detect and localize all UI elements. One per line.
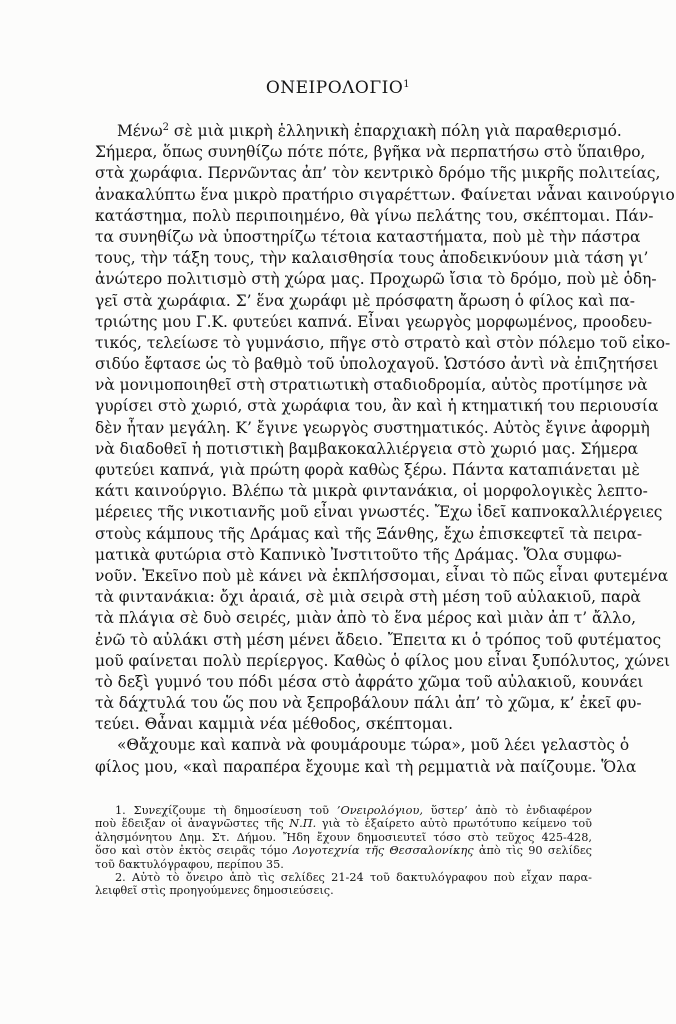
footnote-line xyxy=(95,804,592,817)
text-line xyxy=(95,502,663,523)
text-run: ’Ονειρολόγιου, xyxy=(336,804,423,817)
text-run: τὰ πλάγια σὲ δυὸ σειρές, μιὰν ἀπὸ τὸ ἕνα μέρος καὶ μιὰν ἀπ τ’ ἄλλο, xyxy=(95,609,637,628)
text-line xyxy=(95,460,640,481)
text-run: Λογοτεχνία τῆς Θεσσαλονίκης xyxy=(292,844,474,858)
text-line xyxy=(95,672,644,693)
text-line xyxy=(95,206,654,227)
text-run: ἀνώτερο πολιτισμὸ στὴ χώρα μας. Προχωρῶ ἴσια τὸ δρόμο, ποὺ μὲ ὁδη- xyxy=(95,270,657,289)
text-line xyxy=(95,121,622,142)
text-run: σὲ μιὰ μικρὴ ἑλληνικὴ ἐπαρχιακὴ πόλη γιὰ παραθερισμό. xyxy=(169,122,622,140)
text-line xyxy=(95,566,669,587)
text-line xyxy=(95,269,657,290)
text-run: Μένω xyxy=(117,122,163,140)
text-line xyxy=(95,185,675,206)
text-run: ματικὰ φυτώρια στὸ Καπνικὸ Ἰνστιτοῦτο τῆς Δράμας. Ὅλα συμφω- xyxy=(95,545,622,564)
text-run: τεύει. Θἆναι καμμιὰ νέα μέθοδος, σκέπτομαι. xyxy=(95,715,454,734)
text-run: φυτεύει καπνά, γιὰ πρώτη φορὰ καθὼς ξέρω. Πάντα καταπιάνεται μὲ xyxy=(95,461,640,479)
page-title xyxy=(0,78,676,98)
footnote-line xyxy=(95,871,592,884)
text-run: τικός, τελείωσε τὸ γυμνάσιο, πῆγε στὸ στρατὸ καὶ στὸν πόλεμο τοῦ εἰκο- xyxy=(95,333,671,352)
text-run: σιδύο ἔφτασε ὡς τὸ βαθμὸ τοῦ ὑπολοχαγοῦ. Ὡστόσο ἀντὶ νὰ ἐπιζητήσει xyxy=(95,355,659,374)
text-run: νὰ μονιμοποιηθεῖ στὴ στρατιωτικὴ σταδιοδρομία, αὐτὸς προτίμησε νὰ xyxy=(95,376,648,395)
footnote-line xyxy=(95,831,592,844)
footnote-line xyxy=(95,858,592,871)
text-run: νοῦν. Ἐκεῖνο ποὺ μὲ κάνει νὰ ἐκπλήσσομαι, εἶναι τὸ πῶς εἶναι φυτεμένα xyxy=(95,566,669,585)
footnote-ref: 2 xyxy=(162,122,170,133)
text-line xyxy=(95,651,670,672)
text-line xyxy=(95,396,659,417)
text-run: Ν.Π. xyxy=(289,817,317,831)
text-line xyxy=(95,418,650,439)
text-run: ἀλησμόνητου Δημ. Στ. Δήμου. Ἤδη ἔχουν δημοσιευτεῖ τόσο στὸ τεῦχος 425-428, xyxy=(95,830,592,844)
text-line xyxy=(95,735,630,756)
text-run: ὅσο καὶ στὸν ἐκτὸς σειρᾶς τόμο xyxy=(95,844,293,858)
footnote-ref: 1 xyxy=(403,79,411,90)
text-line xyxy=(95,142,646,163)
title-text: ΟΝΕΙΡΟΛΟΓΙΟ xyxy=(265,78,404,98)
text-run: ἀνακαλύπτω ἕνα μικρὸ πρατήριο σιγαρέττων. Φαίνεται νἆναι καινούργιο xyxy=(95,185,675,204)
text-line xyxy=(95,524,643,545)
text-run: τριώτης μου Γ.Κ. φυτεύει καπνά. Εἶναι γεωργὸς μορφωμένος, προοδευ- xyxy=(95,312,653,331)
text-run: τους, τὴν τάξη τους, τὴν καλαισθησία τους ἀποδεικνύουν μιὰ τάση γι’ xyxy=(95,249,649,268)
text-run: «Θἄχουμε καὶ καπνὰ νὰ φουμάρουμε τώρα», μοῦ λέει γελαστὸς ὁ xyxy=(117,736,630,755)
text-run: τὰ φιντανάκια: ὄχι ἀραιά, σὲ μιὰ σειρὰ στὴ μέση τοῦ αὐλακιοῦ, παρὰ xyxy=(95,588,641,607)
text-run: ἐνῶ τὸ αὐλάκι στὴ μέση μένει ἄδειο. Ἔπειτα κι ὁ τρόπος τοῦ φυτέματος xyxy=(95,630,662,649)
text-run: στοὺς κάμπους τῆς Δράμας καὶ τῆς Ξάνθης, ἔχω ἐπισκεφτεῖ τὰ πειρα- xyxy=(95,524,643,543)
text-line xyxy=(95,545,622,566)
footnotes xyxy=(95,804,592,898)
text-line xyxy=(95,481,648,502)
text-line xyxy=(95,312,653,333)
text-run: δὲν ἦταν μεγάλη. Κ’ ἔγινε γεωργὸς συστηματικός. Αὐτὸς ἔγινε ἀφορμὴ xyxy=(95,418,650,437)
text-line xyxy=(95,163,661,184)
text-run: Σήμερα, ὅπως συνηθίζω πότε πότε, βγῆκα νὰ περπατήσω στὸ ὕπαιθρο, xyxy=(95,143,646,162)
text-line xyxy=(95,608,637,629)
text-run: 1. Συνεχίζουμε τὴ δημοσίευση τοῦ xyxy=(115,804,337,817)
text-run: γυρίσει στὸ χωριό, στὰ χωράφια του, ἂν καὶ ἡ κτηματική του περιουσία xyxy=(95,397,659,416)
text-line xyxy=(95,439,639,460)
text-line xyxy=(95,630,662,651)
text-run: 2. Αὐτὸ τὸ ὄνειρο ἀπὸ τὶς σελίδες 21-24 τοῦ δακτυλόγραφου ποὺ εἶχαν παρα- xyxy=(115,870,592,884)
text-line xyxy=(95,375,648,396)
text-line xyxy=(95,354,659,375)
text-run: ὕστερ’ ἀπὸ τὸ ἐνδιαφέρον xyxy=(422,804,593,817)
text-run: κάτι καινούργιο. Βλέπω τὰ μικρὰ φιντανάκια, οἱ μορφολογικὲς λεπτο- xyxy=(95,482,648,501)
text-line xyxy=(95,757,637,778)
text-run: γιὰ τὸ ἐξαίρετο αὐτὸ πρωτότυπο κείμενο τοῦ xyxy=(316,817,592,831)
footnote-line xyxy=(95,884,592,897)
text-line xyxy=(95,693,642,714)
footnote-line xyxy=(95,817,592,830)
text-run: τοῦ δακτυλόγραφου, περίπου 35. xyxy=(95,857,284,871)
text-line xyxy=(95,587,641,608)
text-run: λειφθεῖ στὶς προηγούμενες δημοσιεύσεις. xyxy=(95,884,334,898)
text-run: ποὺ ἔδειξαν οἱ ἀναγνῶστες τῆς xyxy=(95,817,290,831)
text-run: στὰ χωράφια. Περνῶντας ἀπ’ τὸν κεντρικὸ δρόμο τῆς μικρῆς πολιτείας, xyxy=(95,164,661,183)
footnote-line xyxy=(95,844,592,857)
text-run: μοῦ φαίνεται πολὺ περίεργος. Καθὼς ὁ φίλος μου εἶναι ξυπόλυτος, χώνει xyxy=(95,651,670,670)
text-run: φίλος μου, «καὶ παραπέρα ἔχουμε καὶ τὴ ρεμματιὰ νὰ παίζουμε. Ὅλα xyxy=(95,757,637,776)
body-text xyxy=(95,121,675,778)
text-run: τὸ δεξὶ γυμνό του πόδι μέσα στὸ ἀφράτο χῶμα τοῦ αὐλακιοῦ, κουνάει xyxy=(95,672,644,691)
text-run: γεῖ στὰ χωράφια. Σ’ ἕνα χωράφι μὲ πρόσφατη ἄρωση ὁ φίλος καὶ πα- xyxy=(95,291,635,310)
text-line xyxy=(95,291,635,312)
text-line xyxy=(95,333,671,354)
text-run: τα συνηθίζω νὰ ὑποστηρίζω τέτοια καταστήματα, ποὺ μὲ τὴν πάστρα xyxy=(95,227,641,246)
text-run: τὰ δάχτυλά του ὥς που νὰ ξεπροβάλουν πάλι ἀπ’ τὸ χῶμα, κ’ ἐκεῖ φυ- xyxy=(95,694,642,713)
text-run: ἀπὸ τὶς 90 σελίδες xyxy=(473,844,592,858)
text-run: κατάστημα, πολὺ περιποιημένο, θὰ γίνω πελάτης του, σκέπτομαι. Πάν- xyxy=(95,206,654,225)
text-run: νὰ διαδοθεῖ ἡ ποτιστικὴ βαμβακοκαλλιέργεια στὸ χωριό μας. Σήμερα xyxy=(95,439,639,458)
text-run: μέρειες τῆς νικοτιανῆς μοῦ εἶναι γνωστές. Ἔχω ἰδεῖ καπνοκαλλιέργειες xyxy=(95,503,663,522)
text-line xyxy=(95,227,641,248)
text-line xyxy=(95,248,649,269)
text-line xyxy=(95,714,592,735)
